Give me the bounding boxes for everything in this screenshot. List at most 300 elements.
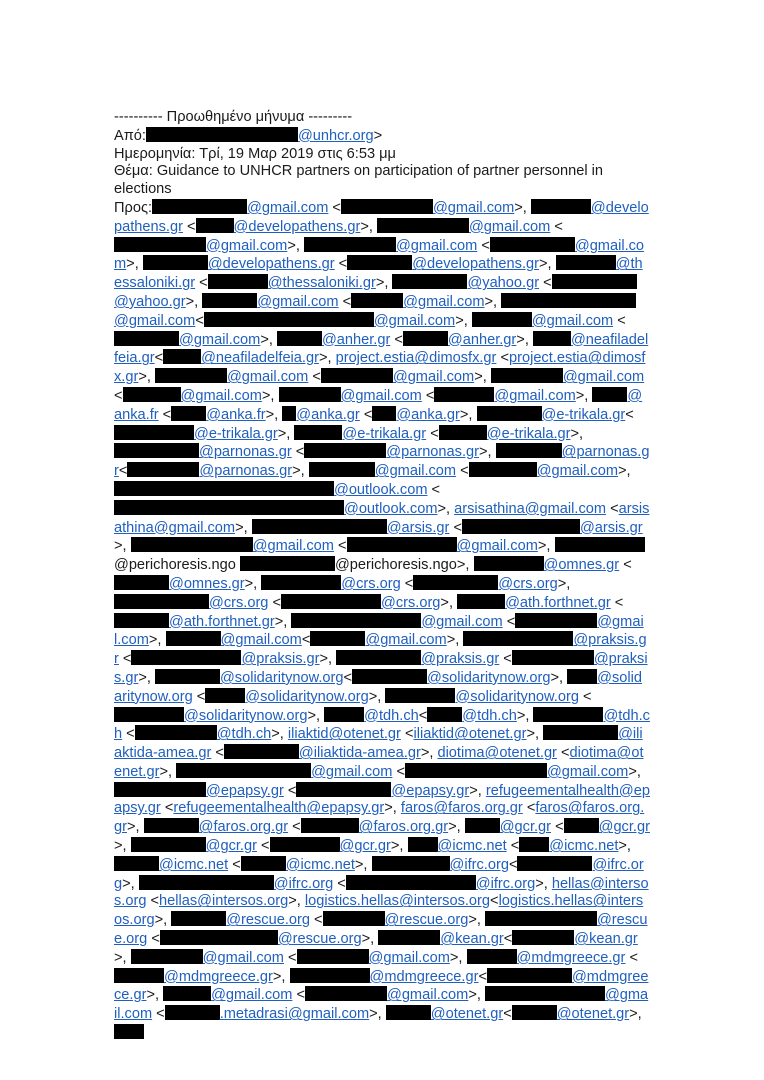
redacted-block [487,968,572,983]
email-link[interactable]: @gmail.com [368,949,450,966]
email-link[interactable]: @gmail.com [546,763,629,780]
redacted-block [531,199,591,214]
redacted-block [114,707,184,722]
email-link[interactable]: @parnonas.gr [199,444,292,461]
separator-text: < [578,688,592,705]
separator-text: < [147,931,160,948]
redacted-block [408,837,438,852]
redacted-block [166,631,221,646]
redacted-block [165,1005,220,1020]
redacted-block [439,425,487,440]
separator-text: >, [516,331,533,348]
separator-text: >, [629,1006,642,1023]
redacted-block [171,406,206,421]
redacted-block [296,782,391,797]
email-link[interactable]: @icmc.net [437,838,507,855]
email-link[interactable]: @ifrc.org [449,856,509,873]
date-label: Ημερομηνία: [114,145,196,162]
email-link[interactable]: @anka.gr [396,406,460,423]
email-link[interactable]: @praksis.gr [421,651,500,668]
redacted-block [163,986,211,1001]
from-close: > [373,127,383,144]
separator-text: < [122,726,135,743]
redacted-block [291,613,421,628]
separator-text: < [606,500,619,517]
separator-text: >, [538,256,556,273]
email-link[interactable]: @anher.gr [321,331,391,348]
separator-text: < [283,782,297,799]
separator-text: < [309,912,323,929]
separator-text: < [195,312,204,329]
email-link[interactable]: @arsis.gr [579,519,643,536]
email-link[interactable]: @icmc.net [549,838,619,855]
separator-text: >, [446,632,464,649]
redacted-block [143,255,208,270]
email-link[interactable]: @solidaritynow.org [245,688,369,705]
separator-text: >, [484,293,502,310]
email-link[interactable]: diotima@otenet.gr [114,745,644,780]
redacted-block [114,968,164,983]
email-link[interactable]: @yahoo.gr [467,275,540,292]
email-link[interactable]: @gmail.com [456,538,538,555]
email-link[interactable]: @gmail.com [311,763,393,780]
separator-text: >, [570,425,584,442]
email-link[interactable]: @gmail.com [421,613,503,630]
email-link[interactable]: hellas@intersos.org [159,893,289,910]
redacted-block [477,406,542,421]
redacted-block [114,425,194,440]
email-link[interactable]: @praksis.gr [241,651,320,668]
email-link[interactable]: @parnonas.gr [386,444,479,461]
email-link[interactable]: @icmc.net [285,856,355,873]
separator-text: >, [159,763,177,780]
separator-text: @perichoresis.ngo [114,557,240,574]
separator-text: >, [271,726,288,743]
email-link[interactable]: @gmail.com [179,331,261,348]
redacted-block [457,594,505,609]
email-link[interactable]: @anka.fr [114,387,643,423]
email-link[interactable]: @tdh.ch [462,707,517,724]
email-link[interactable]: @solidaritynow.org [427,669,551,686]
separator-text: < [118,463,128,480]
redacted-block [385,688,455,703]
email-link[interactable]: @anher.gr [447,331,517,348]
redacted-block [114,856,159,871]
email-link[interactable]: @gmail.com [392,369,475,386]
email-link[interactable]: project.estia@dimosfx.gr [114,350,646,386]
email-link[interactable]: @anka.gr [296,406,360,423]
email-link[interactable]: @developathens.gr [412,256,539,273]
email-link[interactable]: @gmail.com [403,293,485,310]
redacted-block [386,1005,431,1020]
separator-text: < [392,763,405,780]
email-link[interactable]: @kean.gr [574,931,638,948]
email-link[interactable]: @gmail.com [387,987,469,1004]
separator-text: < [400,726,414,743]
email-link[interactable]: logistics.hellas@intersos.org [114,893,644,929]
email-link[interactable]: @e-trikala.gr [342,425,427,442]
separator-text: < [359,406,373,423]
email-link[interactable]: @arsis.gr [386,519,450,536]
email-link[interactable]: @anka.fr [206,406,266,423]
redacted-block [277,331,322,346]
email-link[interactable]: iliaktid@otenet.gr [287,726,401,743]
forwarded-header: ---------- Προωθημένο μήνυμα --------- [114,109,353,125]
email-link[interactable]: @mdmgreece.gr [164,968,273,985]
email-link[interactable]: @crs.org [498,575,558,592]
separator-text: >, [440,594,458,611]
email-link[interactable]: @solidaritynow.org [184,707,308,724]
email-link[interactable]: @faros.org.gr [358,819,449,836]
email-link[interactable]: @gmail.com [365,632,447,649]
email-link[interactable]: @mdmgreece.gr [516,949,626,966]
email-link[interactable]: @neafiladelfeia.gr [114,331,649,367]
separator-text: >, [126,819,144,836]
email-link[interactable]: @gmail.com [531,312,614,329]
redacted-block [240,556,335,571]
email-link[interactable]: refugeementalhealth@epapsy.gr [173,800,385,817]
redacted-block [405,763,547,778]
redacted-block [533,707,603,722]
redacted-block [241,856,286,871]
separator-text: < [400,575,414,592]
separator-text: < [211,745,224,762]
email-link[interactable]: @gcr.gr [205,838,257,855]
email-link[interactable]: @gmail.com [226,369,309,386]
separator-text: >, [469,782,486,799]
from-email-link[interactable]: @unhcr.org [297,127,374,144]
email-link[interactable]: faros@faros.org.gr [400,800,523,817]
email-link[interactable]: @iliaktida-amea.gr [114,726,643,762]
email-link[interactable]: .metadrasi@gmail.com [219,1006,370,1023]
email-link[interactable]: @rescue.org [114,912,648,948]
separator-text: >, [288,893,305,910]
email-link[interactable]: @rescue.org [226,912,310,929]
separator-text: >, [318,350,336,367]
email-link[interactable]: diotima@otenet.gr [437,745,557,762]
email-link[interactable]: hellas@intersos.org [114,875,649,910]
redacted-block [127,462,199,477]
separator-text: >, [265,406,283,423]
email-link[interactable]: @gmail.com [202,949,284,966]
separator-text: >, [244,575,262,592]
separator-text: < [301,632,311,649]
email-link[interactable]: @mdmgreece.gr [369,968,479,985]
email-link[interactable]: @e-trikala.gr [486,425,571,442]
separator-text: < [333,538,347,555]
email-link[interactable]: @tdh.ch [114,707,650,743]
email-link[interactable]: @gcr.gr [499,819,552,836]
separator-text: < [418,707,428,724]
email-link[interactable]: @ifrc.org [273,875,334,892]
email-link[interactable]: @gmail.com [180,387,262,404]
separator-text: < [508,856,518,873]
email-link[interactable]: @developathens.gr [207,256,335,273]
separator-text: >, [526,726,544,743]
email-link[interactable]: @crs.org [209,594,269,611]
redacted-block [155,669,220,684]
email-link[interactable]: @mdmgreece.gr [114,968,649,1004]
email-link[interactable]: @gmail.com [536,463,618,480]
email-link[interactable]: @gmail.com [373,312,456,329]
redacted-block [114,613,169,628]
email-link[interactable]: @iliaktida-amea.gr [298,745,421,762]
redacted-block [474,556,544,571]
email-link[interactable]: @gmail.com [206,237,288,254]
separator-text: >, [478,444,496,461]
redacted-block [144,818,199,833]
email-link[interactable]: @praksis.gr [114,632,647,668]
redacted-block [309,462,375,477]
separator-text: >, [420,745,438,762]
separator-text: >, [138,369,155,386]
redacted-block [564,818,599,833]
separator-text: < [118,651,132,668]
separator-text: >, [114,538,131,555]
email-link[interactable]: @gmail.com [114,613,644,649]
email-link[interactable]: @otenet.gr [430,1006,504,1023]
separator-text: >, [292,463,309,480]
email-link[interactable]: @e-trikala.gr [194,425,278,442]
email-link[interactable]: @ifrc.org [114,856,644,892]
redacted-block [469,462,537,477]
redacted-block [427,707,462,722]
redacted-block [515,613,597,628]
email-link[interactable]: @parnonas.gr [199,463,293,480]
email-link[interactable]: @solidaritynow.org [455,688,579,705]
separator-text: < [328,199,341,216]
email-link[interactable]: @gmail.com [220,632,302,649]
email-link[interactable]: @faros.org.gr [198,819,289,836]
redacted-block [114,1024,144,1039]
from-line [114,127,650,146]
redacted-block [592,387,627,402]
email-link[interactable]: project.estia@dimosfx.gr [335,350,497,367]
redacted-block [114,594,209,609]
redacted-block [270,837,340,852]
email-link[interactable]: @gmail.com [494,387,576,404]
date-value: Τρί, 19 Μαρ 2019 στις 6:53 μμ [199,145,396,162]
separator-text: < [550,218,563,235]
separator-text: >, [368,688,386,705]
redacted-block [304,443,386,458]
email-link[interactable]: @solidaritynow.org [114,669,643,705]
redacted-block [281,594,381,609]
email-link[interactable]: @gmail.com [562,369,645,386]
redacted-block [208,274,268,289]
redacted-block [176,763,311,778]
redacted-block [205,688,245,703]
separator-text: < [427,481,441,498]
separator-text: < [490,893,499,910]
separator-text: < [256,838,270,855]
separator-text: >, [148,632,166,649]
redacted-block [290,968,370,983]
email-link[interactable]: @developathens.gr [114,199,649,235]
separator-text: < [522,800,536,817]
email-link[interactable]: @gmail.com [114,237,645,273]
separator-text: < [160,800,174,817]
email-link[interactable]: @epapsy.gr [206,782,284,799]
separator-text: >, [514,199,531,216]
separator-text: >, [319,651,337,668]
separator-text: >, [274,613,292,630]
redacted-block [491,368,563,383]
separator-text: < [610,594,624,611]
email-link[interactable]: @gcr.gr [339,838,391,855]
email-link[interactable]: faros@faros.org.gr [114,800,645,836]
email-link[interactable]: @tdh.ch [216,726,272,743]
email-link[interactable]: arsisathina@gmail.com [454,500,607,517]
email-link[interactable]: @thessaloniki.gr [267,275,376,292]
email-link[interactable]: @gmail.com [468,218,551,235]
forwarded-email-document [114,109,650,1043]
separator-text: >, [287,237,304,254]
separator-text: >, [261,387,279,404]
redacted-block [294,425,342,440]
redacted-block [279,387,341,402]
redacted-block [519,837,549,852]
subject-value: Guidance to UNHCR partners on participation of partner personnel in elections [114,163,603,198]
recipients-block [114,199,650,1043]
redacted-block [341,199,433,214]
separator-text: >, [575,387,593,404]
redacted-block [123,387,181,402]
redacted-block [196,218,234,233]
redacted-block [555,537,645,552]
separator-text: < [625,406,634,423]
redacted-block [512,650,594,665]
redacted-block [114,481,334,496]
separator-text: >, [468,912,485,929]
email-link[interactable]: @praksis.gr [114,651,648,686]
separator-text: >, [456,557,474,574]
separator-text: < [449,519,462,536]
redacted-block [372,406,396,421]
email-link[interactable]: @e-trikala.gr [541,406,626,423]
separator-text: < [539,275,552,292]
email-link[interactable]: @gmail.com [432,199,515,216]
email-link[interactable]: @gmail.com [395,237,478,254]
redacted-block [462,519,580,534]
redacted-block [261,575,341,590]
redacted-block [556,255,616,270]
redacted-block [305,986,387,1001]
email-link[interactable]: @tdh.ch [364,707,419,724]
redacted-block [351,293,403,308]
email-link[interactable]: @otenet.gr [556,1006,630,1023]
separator-text: >, [449,949,467,966]
email-link[interactable]: @parnonas.gr [114,444,650,480]
redacted-block [297,949,369,964]
separator-text: >, [307,707,325,724]
redacted-block [517,856,592,871]
separator-text: >, [618,838,631,855]
redacted-block [347,537,457,552]
redacted-block [301,818,359,833]
email-link[interactable]: @omnes.gr [169,575,245,592]
email-link[interactable]: @neafiladelfeia.gr [201,350,319,367]
email-link[interactable]: @gmail.com [114,312,196,329]
email-link[interactable]: @gmail.com [114,987,649,1023]
redacted-block [346,875,476,890]
redacted-block [567,669,597,684]
separator-text: >, [185,293,203,310]
email-link[interactable]: refugeementalhealth@epapsy.gr [114,782,650,817]
email-link[interactable]: @ifrc.org [475,875,536,892]
email-link[interactable]: @crs.org [341,575,401,592]
redacted-block [543,725,618,740]
separator-text: < [283,949,297,966]
email-link[interactable]: @omnes.gr [543,557,620,574]
separator-text: < [228,856,241,873]
email-link[interactable]: logistics.hellas@intersos.org [304,893,491,910]
redacted-block [310,631,365,646]
separator-text: < [551,819,564,836]
separator-text: >, [468,987,485,1004]
redacted-block [377,218,469,233]
email-link[interactable]: @epapsy.gr [391,782,470,799]
email-link[interactable]: @ath.forthnet.gr [169,613,275,630]
redacted-block [131,837,206,852]
separator-text: >, [390,838,408,855]
email-link[interactable]: @kean.gr [440,931,504,948]
email-link[interactable]: @outlook.com [334,481,428,498]
email-link[interactable]: arsisathina@gmail.com [114,500,650,536]
email-link[interactable]: @solidaritynow.org [219,669,344,686]
email-link[interactable]: @rescue.org [277,931,362,948]
separator-text: >, [474,369,491,386]
email-link[interactable]: @gmail.com [374,463,457,480]
subject-label: Θέμα: [114,163,153,180]
separator-text: < [613,312,626,329]
separator-text: < [154,350,164,367]
separator-text: >, [550,669,568,686]
email-link[interactable]: @developathens.gr [233,218,361,235]
email-link[interactable]: @gmail.com [340,387,422,404]
separator-text: >, [557,575,571,592]
separator-text: >, [455,312,472,329]
separator-text: >, [537,538,555,555]
from-label: Από: [114,127,146,144]
separator-text: @perichoresis.ngo [334,557,457,574]
email-link[interactable]: @outlook.com [344,500,438,517]
email-link[interactable]: @thessaloniki.gr [114,256,643,292]
email-link[interactable]: @rescue.org [384,912,469,929]
email-link[interactable]: @gmail.com [247,199,329,216]
email-link[interactable]: @icmc.net [159,856,229,873]
redacted-block [152,199,247,214]
email-link[interactable]: @gmail.com [257,293,339,310]
separator-text: < [477,237,490,254]
email-link[interactable]: @gcr.gr [598,819,650,836]
email-link[interactable]: @crs.org [381,594,441,611]
email-link[interactable]: iliaktid@otenet.gr [413,726,527,743]
email-link[interactable]: @gmail.com [252,538,334,555]
separator-text: >, [235,519,252,536]
redacted-block [204,312,374,327]
redacted-block [202,293,257,308]
separator-text: >, [260,331,277,348]
email-link[interactable]: @yahoo.gr [114,293,186,310]
separator-text: >, [277,425,295,442]
separator-text: < [502,613,516,630]
email-link[interactable]: @gmail.com [211,987,293,1004]
email-link[interactable]: @ath.forthnet.gr [505,594,611,611]
redacted-block [114,500,344,515]
separator-text: >, [122,875,139,892]
separator-text: < [499,651,512,668]
